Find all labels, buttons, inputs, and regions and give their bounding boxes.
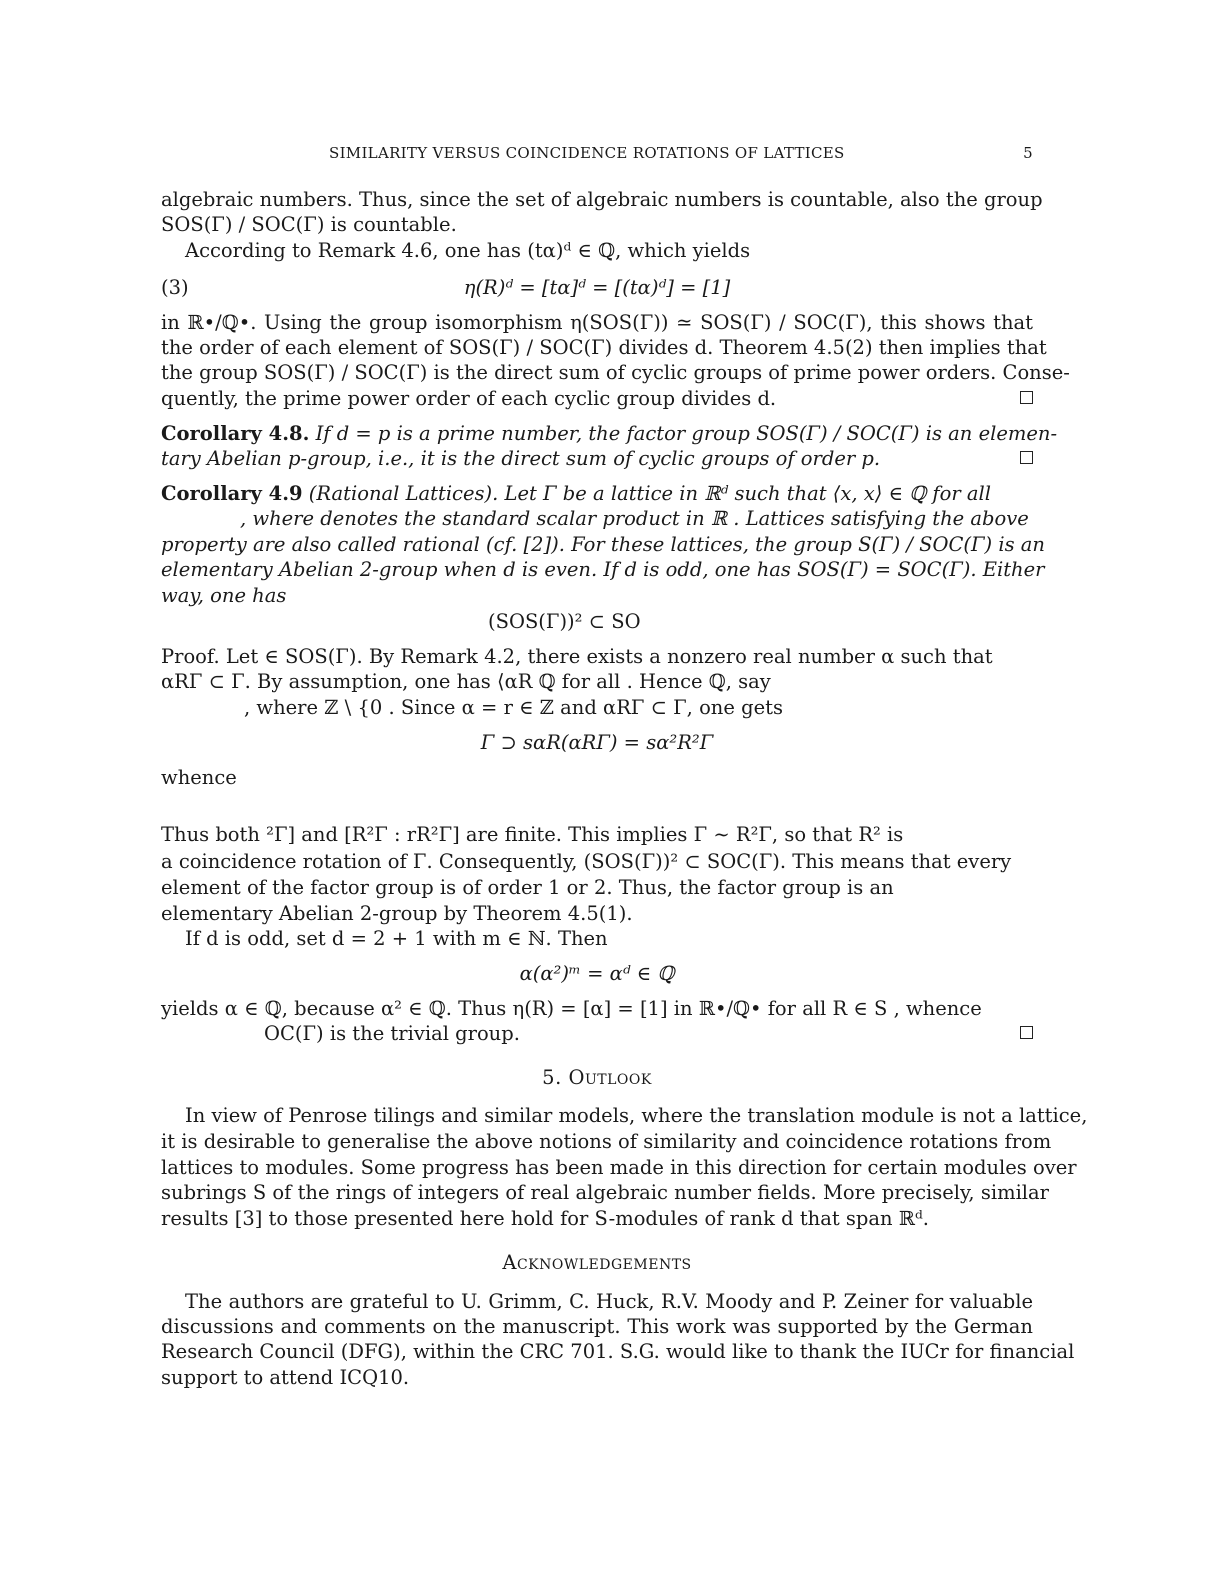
- text-line: SOS(Γ) / SOC(Γ) is countable.: [161, 213, 457, 236]
- qed-box-icon: [1020, 1026, 1033, 1039]
- section-heading-outlook: 5. Outlook: [542, 1066, 652, 1089]
- text-line: If d is odd, set d = 2 + 1 with m ∈ ℕ. Then: [185, 927, 608, 950]
- text-line: way, one has: [161, 584, 287, 607]
- text-line: lattices to modules. Some progress has been made in this direction for certain modules over: [161, 1156, 1077, 1179]
- text-line: property are also called rational (cf. [2]). For these lattices, the group S(Γ) / SOC(Γ) is an: [161, 533, 1045, 556]
- corollary-text: If d = p is a prime number, the factor group SOS(Γ) / SOC(Γ) is an elemen-: [315, 422, 1058, 445]
- text-line: subrings S of the rings of integers of real algebraic number fields. More precisely, similar: [161, 1181, 1049, 1204]
- text-line: in ℝ•/ℚ•. Using the group isomorphism η(SOS(Γ)) ≃ SOS(Γ) / SOC(Γ), this shows that: [161, 311, 1033, 334]
- equation-3: [161, 276, 1033, 300]
- text-line: results [3] to those presented here hold for S-modules of rank d that span ℝᵈ.: [161, 1207, 929, 1230]
- section-heading-acknowledgements: Acknowledgements: [502, 1251, 692, 1274]
- text-line: , where ℤ \ {0 . Since α = r ∈ ℤ and αRΓ ⊂ Γ, one gets: [244, 696, 783, 719]
- text-span: OC(Γ) is the trivial group.: [264, 1022, 520, 1045]
- text-line: discussions and comments on the manuscript. This work was supported by the German: [161, 1315, 1033, 1338]
- equation: Γ ⊃ sαR(αRΓ) = sα²R²Γ: [480, 731, 714, 754]
- text-line: Research Council (DFG), within the CRC 701. S.G. would like to thank the IUCr for financial: [161, 1340, 1075, 1363]
- text-line: a coincidence rotation of Γ. Consequently, (SOS(Γ))² ⊂ SOC(Γ). This means that every: [161, 850, 1012, 873]
- equation-number: (3): [161, 276, 189, 299]
- text-line: algebraic numbers. Thus, since the set of algebraic numbers is countable, also the group: [161, 188, 1043, 211]
- text-line: the order of each element of SOS(Γ) / SOC(Γ) divides d. Theorem 4.5(2) then implies that: [161, 336, 1047, 359]
- corollary-heading: Corollary 4.9: [161, 482, 303, 505]
- text-line: whence: [161, 766, 237, 789]
- corollary-heading: Corollary 4.8.: [161, 422, 310, 445]
- running-title: SIMILARITY VERSUS COINCIDENCE ROTATIONS OF LATTICES: [329, 144, 845, 162]
- text-line: it is desirable to generalise the above notions of similarity and coincidence rotations from: [161, 1130, 1052, 1153]
- corollary-4-8-line1: [161, 422, 1058, 446]
- text-line: support to attend ICQ10.: [161, 1366, 410, 1389]
- corollary-text: (Rational Lattices). Let Γ be a lattice in ℝᵈ such that ⟨x, x⟩ ∈ ℚ for all: [308, 482, 991, 505]
- equation-body: η(R)ᵈ = [tα]ᵈ = [(tα)ᵈ] = [1]: [463, 276, 731, 299]
- text-line: elementary Abelian 2-group by Theorem 4.5(1).: [161, 902, 633, 925]
- page-number: 5: [1023, 144, 1033, 162]
- text-line: , where denotes the standard scalar product in ℝ . Lattices satisfying the above: [240, 507, 1029, 530]
- text-line: element of the factor group is of order 1 or 2. Thus, the factor group is an: [161, 876, 894, 899]
- text-line: elementary Abelian 2-group when d is even. If d is odd, one has SOS(Γ) = SOC(Γ). Either: [161, 558, 1045, 581]
- qed-box-icon: [1020, 451, 1033, 464]
- text-line: Thus both ²Γ] and [R²Γ : rR²Γ] are finite. This implies Γ ∼ R²Γ, so that R² is: [161, 823, 904, 846]
- equation: α(α²)ᵐ = αᵈ ∈ ℚ: [519, 962, 675, 985]
- equation: (SOS(Γ))² ⊂ SO: [488, 610, 641, 633]
- text-line: [161, 387, 1033, 411]
- text-line: the group SOS(Γ) / SOC(Γ) is the direct sum of cyclic groups of prime power orders. Conse-: [161, 361, 1070, 384]
- text-line: αRΓ ⊂ Γ. By assumption, one has ⟨αR ℚ for all . Hence ℚ, say: [161, 670, 771, 693]
- text-span: quently, the prime power order of each cyclic group divides d.: [161, 387, 777, 410]
- text-line: In view of Penrose tilings and similar models, where the translation module is not a lattice,: [185, 1104, 1088, 1127]
- text-line: The authors are grateful to U. Grimm, C. Huck, R.V. Moody and P. Zeiner for valuable: [185, 1290, 1033, 1313]
- text-line: Proof. Let ∈ SOS(Γ). By Remark 4.2, there exists a nonzero real number α such that: [161, 645, 993, 668]
- corollary-text: tary Abelian p-group, i.e., it is the direct sum of cyclic groups of order p.: [161, 447, 881, 470]
- corollary-4-9-line1: [161, 482, 1033, 506]
- text-line: According to Remark 4.6, one has (tα)ᵈ ∈ ℚ, which yields: [185, 239, 751, 262]
- corollary-4-8-line2: [161, 447, 1033, 471]
- qed-box-icon: [1020, 391, 1033, 404]
- text-line: [161, 1022, 1033, 1046]
- text-line: yields α ∈ ℚ, because α² ∈ ℚ. Thus η(R) = [α] = [1] in ℝ•/ℚ• for all R ∈ S , whence: [161, 997, 982, 1020]
